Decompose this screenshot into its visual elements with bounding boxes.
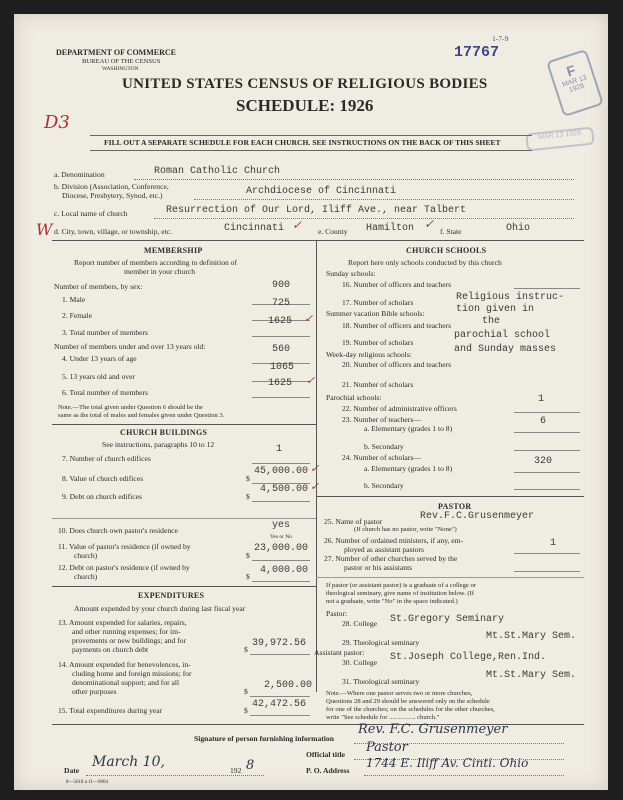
- q29-value: Mt.St.Mary Sem.: [486, 631, 577, 642]
- q2-label: 2. Female: [62, 311, 92, 320]
- instruction-rule-top: [90, 135, 532, 136]
- po-address-value: 1744 E. Iliff Av. Cinti. Ohio: [366, 756, 529, 770]
- q26-label-2: ployed as assistant pastors: [344, 545, 424, 554]
- po-address-line: [364, 775, 564, 776]
- typed-note-4: parochial school: [454, 330, 551, 341]
- q23a-rule: [514, 432, 580, 433]
- q13-label-2: and other running expenses; for im-: [72, 627, 181, 636]
- q4-label: 4. Under 13 years of age: [62, 354, 137, 363]
- pastor-note-2: Questions 28 and 29 should be answered only on the schedule: [326, 698, 490, 705]
- membership-sub-1: Report number of members according to definition of: [74, 258, 238, 267]
- local-name-line: [154, 218, 574, 219]
- q30-label: 30. College: [342, 658, 378, 667]
- q8-dollar: $: [246, 474, 250, 483]
- q11-label-1: 11. Value of pastor's residence (if owned by: [58, 542, 191, 551]
- q11-value: 23,000.00: [254, 543, 309, 554]
- q16-rule: [514, 288, 580, 289]
- expenditures-sub: Amount expended by your church during last fiscal year: [74, 604, 246, 613]
- q17-label: 17. Number of scholars: [342, 298, 414, 307]
- q28-label: 28. College: [342, 619, 378, 628]
- denomination-label: a. Denomination: [54, 170, 105, 179]
- q23b-rule: [514, 450, 580, 451]
- denomination-value: Roman Catholic Church: [154, 166, 281, 177]
- q21-label: 21. Number of scholars: [342, 380, 414, 389]
- q24a-rule: [514, 472, 580, 473]
- q24a-label: a. Elementary (grades 1 to 8): [364, 464, 453, 473]
- grad-text-2: theological seminary, give name of institution below. (If: [326, 590, 475, 597]
- schools-sub: Report here only schools conducted by this church: [348, 258, 502, 267]
- pastor-subhead: Pastor:: [326, 609, 348, 618]
- q14-label-1: 14. Amount expended for benevolences, in-: [58, 660, 191, 669]
- stamp-date: MAR 13 1928: [561, 74, 588, 94]
- q14-label-2: cluding home and foreign missions; for: [72, 669, 192, 678]
- q15-rule: [250, 715, 310, 716]
- q28-value: St.Gregory Seminary: [390, 614, 505, 625]
- q16-label: 16. Number of officers and teachers: [342, 280, 452, 289]
- division-label-2: Diocese, Presbytery, Synod, etc.): [62, 191, 163, 200]
- department-label: DEPARTMENT OF COMMERCE: [56, 48, 177, 57]
- form-title: UNITED STATES CENSUS OF RELIGIOUS BODIES: [122, 76, 488, 92]
- faint-stamp: [525, 126, 595, 151]
- q13-label-1: 13. Amount expended for salaries, repairs,: [58, 618, 187, 627]
- membership-sub-2: member in your church: [124, 267, 196, 276]
- q11-rule: [252, 560, 310, 561]
- q3-value: 1625: [268, 316, 293, 327]
- typed-note-1: Religious instruc-: [456, 292, 565, 303]
- weekday-label: Week-day religious schools:: [326, 350, 412, 359]
- q25-note: (If church has no pastor, write "None"): [354, 526, 457, 533]
- city-value: Cincinnati: [224, 223, 285, 234]
- year-prefix: 192: [230, 766, 242, 775]
- q24-label: 24. Number of scholars—: [342, 453, 421, 462]
- pastor-res-rule: [52, 518, 316, 519]
- q2-value: 725: [272, 298, 291, 309]
- q22-rule: [514, 412, 580, 413]
- q7-value: 1: [276, 444, 283, 455]
- parochial-label: Parochial schools:: [326, 393, 382, 402]
- q27-label-2: pastor or his assistants: [344, 563, 413, 572]
- red-mark-d3: D3: [44, 112, 70, 133]
- q9-dollar: $: [246, 492, 250, 501]
- q22-label: 22. Number of administrative officers: [342, 404, 457, 413]
- q15-label: 15. Total expenditures during year: [58, 706, 163, 715]
- expenditures-rule: [52, 586, 316, 587]
- q6-rule: [252, 397, 310, 398]
- county-check: ✓: [424, 217, 435, 231]
- pastor-note-1: Note.—Where one pastor serves two or more churches,: [326, 690, 473, 697]
- q1-value: 900: [272, 280, 291, 291]
- division-value: Archdiocese of Cincinnati: [246, 186, 397, 197]
- q12-label-1: 12. Debt on pastor's residence (if owned by: [58, 563, 190, 572]
- q26-label-1: 26. Number of ordained ministers, if any, em-: [324, 536, 464, 545]
- q22-value: 1: [538, 394, 545, 405]
- q3-check: ✓: [304, 312, 314, 325]
- q31-value: Mt.St.Mary Sem.: [486, 670, 577, 681]
- q25-value: Rev.F.C.Grusenmeyer: [420, 511, 535, 522]
- washington-label: WASHINGTON: [102, 66, 139, 72]
- po-address-label: P. O. Address: [306, 766, 350, 775]
- print-codes: 8—5618 a 11—9004: [66, 780, 109, 785]
- q13-dollar: $: [244, 645, 248, 654]
- q6-check: ✓: [306, 374, 316, 387]
- local-name-value: Resurrection of Our Lord, Iliff Ave., near Talbert: [166, 205, 467, 216]
- city-label: d. City, town, village, or township, etc.: [54, 227, 173, 236]
- q29-label: 29. Theological seminary: [342, 638, 420, 647]
- sunday-label: Sunday schools:: [326, 269, 376, 278]
- q27-rule: [514, 571, 580, 572]
- q23a-value: 6: [540, 416, 547, 427]
- q26-value: 1: [550, 538, 557, 549]
- date-label: Date: [64, 766, 80, 775]
- grad-text-3: not a graduate, write "No" in the space indicated.): [326, 598, 458, 605]
- denomination-line: [134, 179, 574, 180]
- q3-label: 3. Total number of members: [62, 328, 149, 337]
- q8-check: ✓: [310, 462, 320, 475]
- q14-value: 2,500.00: [264, 680, 313, 691]
- q15-value: 42,472.56: [252, 699, 307, 710]
- q25-label: 25. Name of pastor: [324, 517, 383, 526]
- q4-value: 560: [272, 344, 291, 355]
- instruction-line: FILL OUT A SEPARATE SCHEDULE FOR EACH CHURCH. SEE INSTRUCTIONS ON THE BACK OF THIS SHEET: [104, 138, 501, 147]
- buildings-sub: See instructions, paragraphs 10 to 12: [102, 440, 215, 449]
- county-label: e. County: [318, 227, 348, 236]
- q9-value: 4,500.00: [260, 484, 309, 495]
- q15-dollar: $: [244, 706, 248, 715]
- q5-value: 1065: [270, 362, 295, 373]
- city-check: ✓: [292, 218, 303, 232]
- form-number: 17767: [454, 44, 500, 61]
- q8-label: 8. Value of church edifices: [62, 474, 144, 483]
- faint-stamp-date: MAR 13 1928: [537, 129, 582, 142]
- schedule-title: SCHEDULE: 1926: [236, 96, 374, 115]
- date-value: March 10,: [92, 754, 165, 770]
- q7-rule: [252, 463, 310, 464]
- q9-rule: [252, 501, 310, 502]
- q14-label-3: denominational support; and for all: [72, 678, 180, 687]
- top-code: 1-7-9: [492, 34, 509, 43]
- q14-rule: [250, 696, 310, 697]
- q7-label: 7. Number of church edifices: [62, 454, 151, 463]
- q11-label-2: church): [74, 551, 98, 560]
- q23-label: 23. Number of teachers—: [342, 415, 421, 424]
- q12-rule: [252, 581, 310, 582]
- year-value: 8: [246, 758, 255, 773]
- q24b-rule: [514, 489, 580, 490]
- division-label-1: b. Division (Association, Conference,: [54, 182, 169, 191]
- q12-dollar: $: [246, 572, 250, 581]
- q3-rule: [252, 336, 310, 337]
- grad-rule: [316, 577, 584, 578]
- state-label: f. State: [440, 227, 462, 236]
- q5-label: 5. 13 years old and over: [62, 372, 135, 381]
- q18-label: 18. Number of officers and teachers: [342, 321, 452, 330]
- grad-text-1: If pastor (or assistant pastor) is a graduate of a college or: [326, 582, 476, 589]
- q10-label: 10. Does church own pastor's residence: [58, 526, 178, 535]
- q10-value: yes: [272, 520, 291, 531]
- typed-note-3: the: [482, 316, 501, 327]
- typed-note-2: tion given in: [456, 304, 535, 315]
- q31-label: 31. Theological seminary: [342, 677, 420, 686]
- q11-dollar: $: [246, 551, 250, 560]
- q6-label: 6. Total number of members: [62, 388, 149, 397]
- state-value: Ohio: [506, 223, 531, 234]
- date-line: [86, 775, 264, 776]
- buildings-rule: [52, 424, 316, 425]
- membership-title: MEMBERSHIP: [144, 246, 203, 255]
- sex-label: Number of members, by sex:: [54, 282, 143, 291]
- buildings-title: CHURCH BUILDINGS: [120, 428, 208, 437]
- q24b-label: b. Secondary: [364, 481, 404, 490]
- membership-note-1: Note.—The total given under Question 6 should be the: [58, 404, 203, 411]
- q23a-label: a. Elementary (grades 1 to 8): [364, 424, 453, 433]
- q9-label: 9. Debt on church edifices: [62, 492, 142, 501]
- pastor-note-4: write "See schedule for ................ church.": [326, 714, 440, 721]
- q14-dollar: $: [244, 687, 248, 696]
- q13-label-4: payments on church debt: [72, 645, 149, 654]
- schools-title: CHURCH SCHOOLS: [406, 246, 487, 255]
- q20-label: 20. Number of officers and teachers: [342, 360, 452, 369]
- typed-note-5: and Sunday masses: [454, 344, 557, 355]
- q1-label: 1. Male: [62, 295, 86, 304]
- q6-value: 1625: [268, 378, 293, 389]
- q26-rule: [514, 553, 580, 554]
- county-value: Hamilton: [366, 223, 415, 234]
- expenditures-title: EXPENDITURES: [138, 591, 205, 600]
- age-label: Number of members under and over 13 years old:: [54, 342, 206, 351]
- q19-label: 19. Number of scholars: [342, 338, 414, 347]
- signature-value: Rev. F.C. Grusenmeyer: [358, 722, 508, 737]
- membership-note-2: same as the total of males and females given under Question 3.: [58, 412, 225, 419]
- q8-value: 45,000.00: [254, 466, 309, 477]
- q27-label-1: 27. Number of other churches served by the: [324, 554, 458, 563]
- q9-check: ✓: [310, 480, 320, 493]
- bureau-label: BUREAU OF THE CENSUS: [82, 58, 161, 65]
- official-title-value: Pastor: [366, 740, 408, 755]
- q14-label-4: other purposes: [72, 687, 117, 696]
- summer-label: Summer vacation Bible schools:: [326, 309, 425, 318]
- instruction-rule-bottom: [90, 150, 532, 151]
- red-mark-w: W: [36, 220, 53, 239]
- local-name-label: c. Local name of church: [54, 209, 128, 218]
- main-rule-top: [52, 240, 584, 241]
- official-title-label: Official title: [306, 750, 346, 759]
- received-stamp: F MAR 13 1928: [546, 49, 604, 117]
- q12-value: 4,000.00: [260, 565, 309, 576]
- q13-rule: [250, 654, 310, 655]
- pastor-note-3: for one of the churches; on the schedules for the other churches,: [326, 706, 495, 713]
- q23b-label: b. Secondary: [364, 442, 404, 451]
- pastor-rule: [316, 496, 584, 497]
- yes-no-caption: Yes or No: [270, 534, 293, 540]
- division-line: [194, 199, 574, 200]
- pastor-title: PASTOR: [438, 502, 472, 511]
- q12-label-2: church): [74, 572, 98, 581]
- q24a-value: 320: [534, 456, 553, 467]
- signature-label: Signature of person furnishing information: [194, 734, 334, 743]
- q13-value: 39,972.56: [252, 638, 307, 649]
- census-schedule-page: [14, 14, 608, 790]
- q13-label-3: provements or new buildings; and for: [72, 636, 187, 645]
- assistant-subhead: Assistant pastor:: [314, 648, 365, 657]
- q30-value: St.Joseph College,Ren.Ind.: [390, 652, 547, 663]
